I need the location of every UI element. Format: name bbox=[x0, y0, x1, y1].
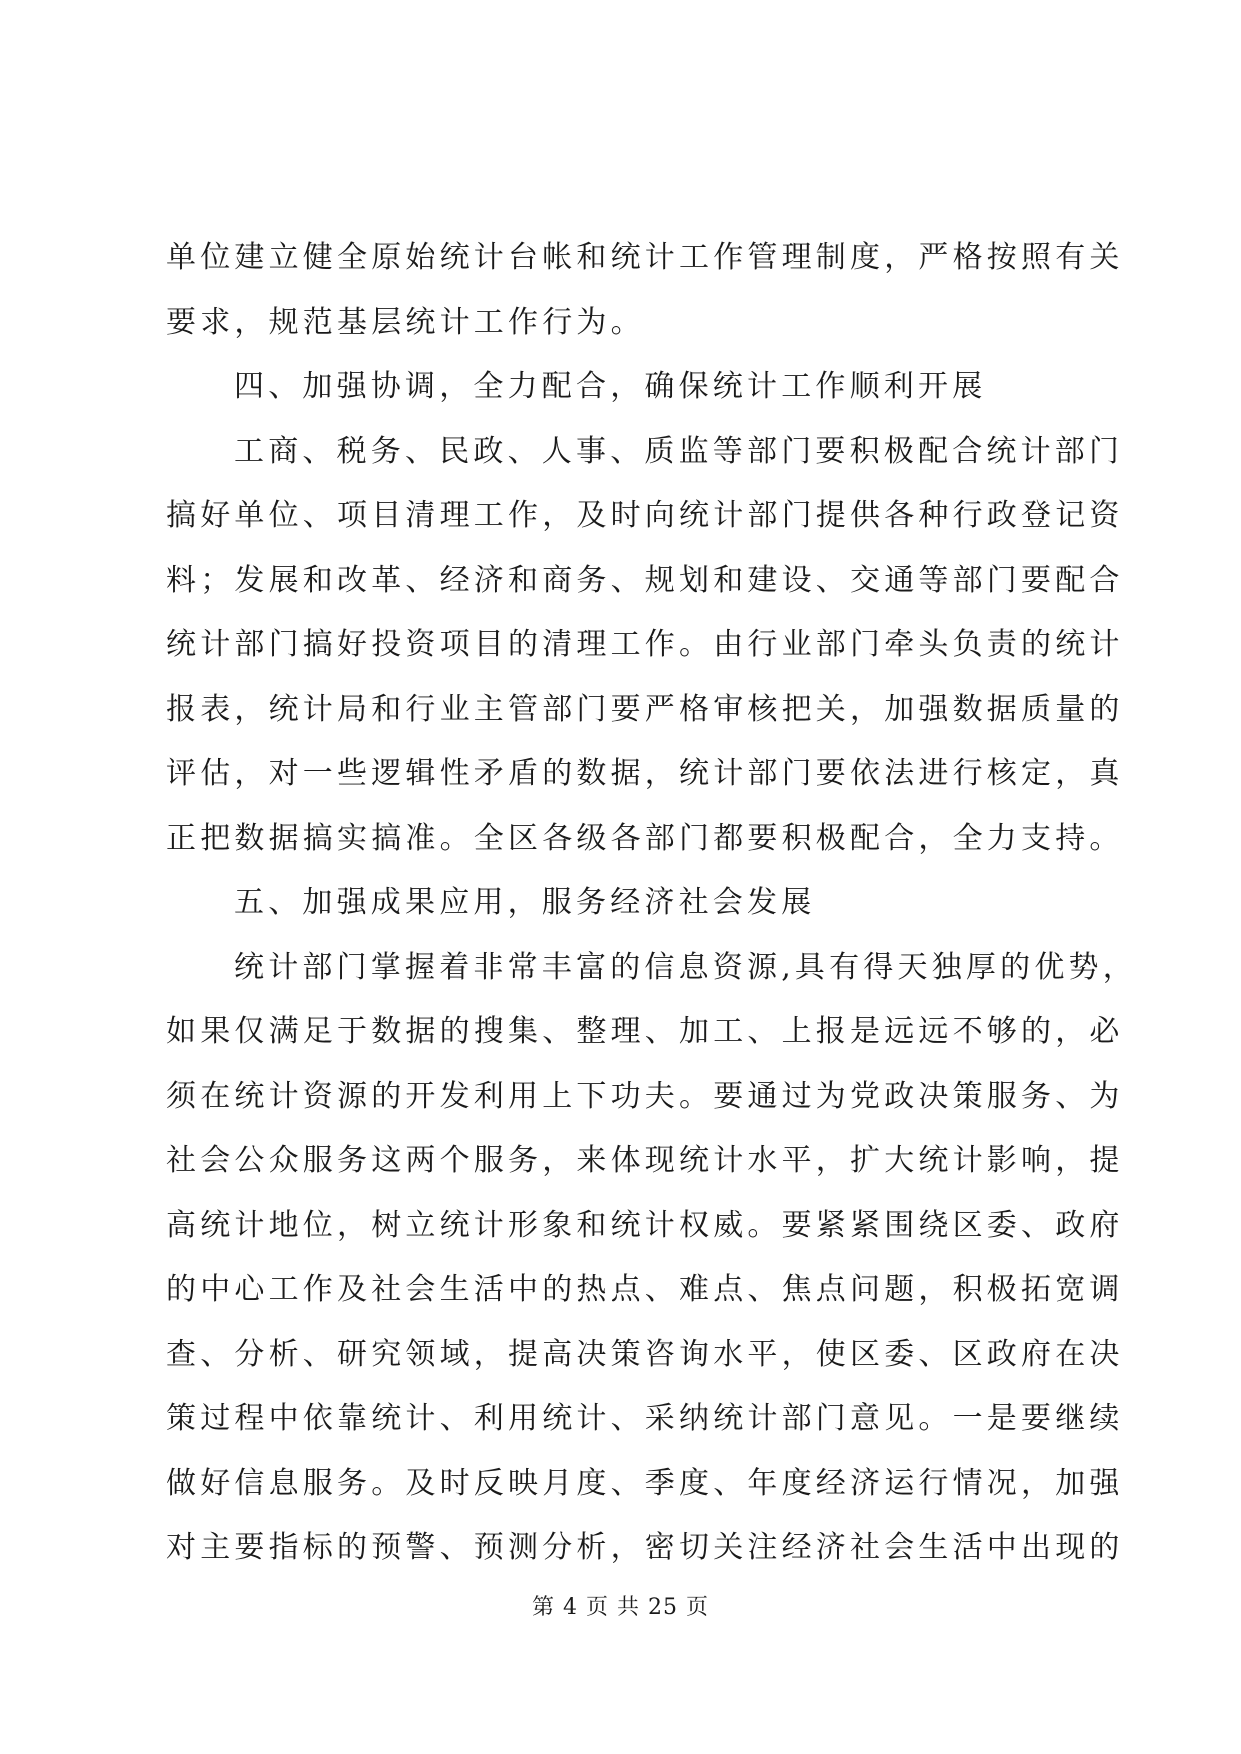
text-line: 报表，统计局和行业主管部门要严格审核把关，加强数据质量的 bbox=[166, 691, 1124, 727]
text-line: 单位建立健全原始统计台帐和统计工作管理制度，严格按照有关 bbox=[166, 240, 1124, 275]
text-line: 须在统计资源的开发利用上下功夫。要通过为党政决策服务、为 bbox=[166, 1078, 1124, 1114]
text-line: 做好信息服务。及时反映月度、季度、年度经济运行情况，加强 bbox=[166, 1465, 1124, 1501]
document-body bbox=[166, 226, 1137, 1581]
text-line: 工商、税务、民政、人事、质监等部门要积极配合统计部门 bbox=[234, 433, 1124, 469]
text-line: 查、分析、研究领域，提高决策咨询水平，使区委、区政府在决 bbox=[166, 1336, 1124, 1372]
section-heading: 四、加强协调，全力配合，确保统计工作顺利开展 bbox=[234, 369, 987, 404]
text-line: 搞好单位、项目清理工作，及时向统计部门提供各种行政登记资 bbox=[166, 498, 1124, 533]
text-line: 策过程中依靠统计、利用统计、采纳统计部门意见。一是要继续 bbox=[166, 1401, 1124, 1436]
text-line: 统计部门掌握着非常丰富的信息资源,具有得天独厚的优势， bbox=[234, 949, 1137, 985]
text-line: 高统计地位，树立统计形象和统计权威。要紧紧围绕区委、政府 bbox=[166, 1207, 1124, 1243]
text-line: 如果仅满足于数据的搜集、整理、加工、上报是远远不够的，必 bbox=[166, 1014, 1124, 1049]
text-line: 统计部门搞好投资项目的清理工作。由行业部门牵头负责的统计 bbox=[166, 627, 1124, 662]
text-line: 社会公众服务这两个服务，来体现统计水平，扩大统计影响，提 bbox=[166, 1143, 1124, 1178]
text-line: 要求，规范基层统计工作行为。 bbox=[166, 304, 645, 340]
text-line: 料；发展和改革、经济和商务、规划和建设、交通等部门要配合 bbox=[166, 562, 1124, 598]
page-number-footer: 第 4 页 共 25 页 bbox=[532, 1595, 709, 1620]
text-line: 的中心工作及社会生活中的热点、难点、焦点问题，积极拓宽调 bbox=[166, 1272, 1124, 1307]
section-heading: 五、加强成果应用，服务经济社会发展 bbox=[234, 885, 816, 920]
text-line: 对主要指标的预警、预测分析，密切关注经济社会生活中出现的 bbox=[166, 1530, 1124, 1565]
text-line: 正把数据搞实搞准。全区各级各部门都要积极配合，全力支持。 bbox=[166, 820, 1124, 856]
text-line: 评估，对一些逻辑性矛盾的数据，统计部门要依法进行核定，真 bbox=[166, 756, 1124, 791]
